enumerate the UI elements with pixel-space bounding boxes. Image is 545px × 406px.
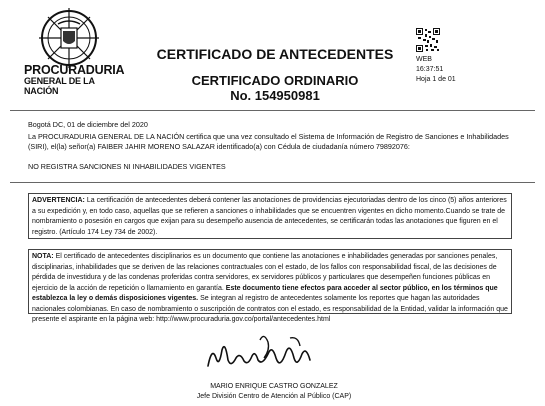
document-meta: [416, 55, 456, 85]
nota-label: NOTA:: [32, 253, 54, 260]
nota-box: [28, 249, 512, 323]
org-name-line1: PROCURADURIA: [24, 63, 125, 77]
certificate-type: CERTIFICADO ORDINARIO: [191, 73, 359, 88]
certificate-number: No. 154950981: [230, 88, 320, 103]
body-divider: [10, 182, 535, 183]
certificate-title: CERTIFICADO DE ANTECEDENTES: [156, 46, 394, 62]
qr-code-icon: [416, 28, 440, 52]
signer-block: [150, 382, 398, 402]
signature: [198, 328, 328, 378]
advertencia-text: La certificación de antecedentes deberá contener las anotaciones de providencias ejecutoriadas dentro de los cinco (5) años anteriores a su expedición y, en todo caso, aquellas que se refieren a sanciones o inhabilidades que se encuentren vigentes en dicho momento.Cuando se trate de nombramiento o posesión en cargos que exijan para su desempeño ausencia de antecedentes, se certificarán todas las anotaciones que figuren en el registro. (Artículo 174 Ley 734 de 2002).: [32, 197, 507, 236]
nota-text-a: El certificado de antecedentes disciplinarios es un documento que contiene las anotaciones e inhabilidades generadas por sanciones penales, disciplinarias, inhabilidades que se deriven de las relaciones contractuales con el estado, de los fallos con responsabilidad fiscal, de las decisiones de pérdida de investidura y de las condenas proferidas contra servidores, ex servidores públicos y particulares que desempeñen funciones públicas en ejercicio de la acción de repetición o llamamiento en garantía.: [32, 253, 498, 292]
signer-name: MARIO ENRIQUE CASTRO GONZALEZ: [210, 383, 338, 390]
advertencia-box: [28, 193, 512, 239]
nota-text-bold: Este documento tiene efectos para acceder al sector público, en los términos que establezca la ley o demás disposiciones vigentes.: [32, 284, 498, 302]
org-name-line2: GENERAL DE LA NACIÓN: [24, 76, 95, 96]
advertencia-label: ADVERTENCIA:: [32, 197, 85, 204]
place-date: Bogotá DC, 01 de diciembre del 2020: [28, 120, 148, 129]
signer-role: Jefe División Centro de Atención al Público (CAP): [196, 393, 352, 400]
meta-channel: WEB: [416, 56, 432, 63]
certificate-subtitle: [150, 73, 400, 103]
header-divider: [10, 110, 535, 111]
result-text: NO REGISTRA SANCIONES NI INHABILIDADES VIGENTES: [28, 162, 226, 171]
organization-name: [24, 64, 124, 96]
certification-text: La PROCURADURIA GENERAL DE LA NACIÓN certifica que una vez consultado el Sistema de Información de Registro de Sanciones e Inhabilidades (SIRI), el(la) señor(a) FAIBER JAHIR MORENO SALAZAR identificado(a) con Cédula de ciudadanía número 79892076:: [28, 132, 509, 151]
meta-time: 16:37:51: [416, 66, 444, 73]
meta-page: Hoja 1 de 01: [416, 76, 456, 83]
nota-text-b: Se integran al registro de antecedentes solamente los reportes que hagan las autoridades nacionales colombianas. En caso de nombramiento o suscripción de contratos con el estado, es responsabilidad de la Entidad, validar la información que presente el aspirante en la página web: http://www.procuraduria.gov.co/portal/antecedentes.html: [32, 295, 508, 323]
